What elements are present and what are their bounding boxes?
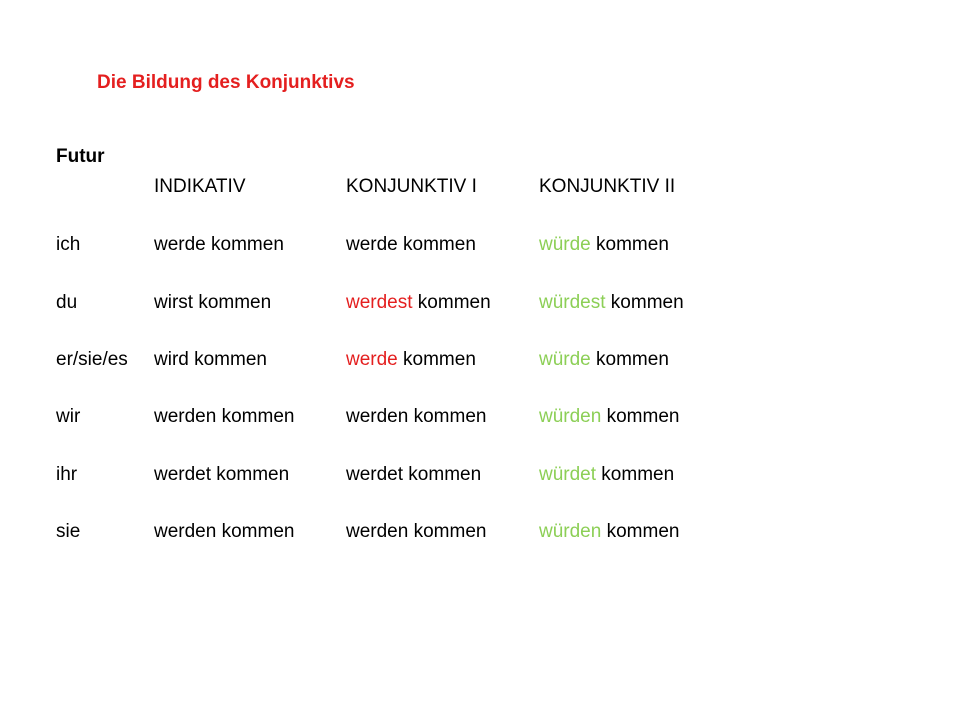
- highlighted-ending: würden: [539, 521, 602, 542]
- tense-label: Futur: [56, 146, 105, 167]
- verb-text: kommen: [601, 521, 680, 542]
- pronoun-cell: ihr: [56, 464, 78, 485]
- highlighted-ending: würde: [539, 234, 591, 255]
- page-title: Die Bildung des Konjunktivs: [97, 72, 355, 93]
- highlighted-ending: würde: [539, 349, 591, 370]
- verb-text: werden kommen: [346, 521, 487, 542]
- pronoun-cell: sie: [56, 521, 81, 542]
- konjunktiv-2-cell: [539, 234, 669, 256]
- highlighted-ending: werde: [346, 349, 398, 370]
- pronoun-cell: du: [56, 292, 78, 313]
- verb-text: kommen: [605, 292, 684, 313]
- konjunktiv-1-cell: [346, 521, 486, 543]
- header-konjunktiv-2: KONJUNKTIV II: [539, 176, 676, 197]
- verb-text: kommen: [601, 406, 680, 427]
- konjunktiv-1-cell: [346, 406, 486, 428]
- verb-text: kommen: [590, 349, 669, 370]
- indikativ-cell: werden kommen: [154, 521, 295, 542]
- highlighted-ending: würdest: [539, 292, 606, 313]
- verb-text: kommen: [412, 292, 491, 313]
- highlighted-ending: würden: [539, 406, 602, 427]
- pronoun-cell: ich: [56, 234, 81, 255]
- verb-text: werden kommen: [346, 406, 487, 427]
- indikativ-cell: werdet kommen: [154, 464, 290, 485]
- konjunktiv-1-cell: [346, 464, 481, 486]
- highlighted-ending: würdet: [539, 464, 597, 485]
- header-indikativ: INDIKATIV: [154, 176, 246, 197]
- indikativ-cell: wird kommen: [154, 349, 267, 370]
- highlighted-ending: werdest: [346, 292, 413, 313]
- konjunktiv-1-cell: [346, 292, 491, 314]
- konjunktiv-1-cell: [346, 349, 476, 371]
- pronoun-cell: er/sie/es: [56, 349, 128, 370]
- indikativ-cell: werden kommen: [154, 406, 295, 427]
- konjunktiv-2-cell: [539, 464, 674, 486]
- verb-text: kommen: [590, 234, 669, 255]
- pronoun-cell: wir: [56, 406, 81, 427]
- verb-text: kommen: [397, 349, 476, 370]
- konjunktiv-2-cell: [539, 292, 684, 314]
- konjunktiv-2-cell: [539, 521, 679, 543]
- konjunktiv-1-cell: [346, 234, 476, 256]
- konjunktiv-2-cell: [539, 406, 679, 428]
- indikativ-cell: wirst kommen: [154, 292, 272, 313]
- verb-text: werdet kommen: [346, 464, 482, 485]
- verb-text: werde kommen: [346, 234, 476, 255]
- indikativ-cell: werde kommen: [154, 234, 284, 255]
- verb-text: kommen: [596, 464, 675, 485]
- header-konjunktiv-1: KONJUNKTIV I: [346, 176, 477, 197]
- konjunktiv-2-cell: [539, 349, 669, 371]
